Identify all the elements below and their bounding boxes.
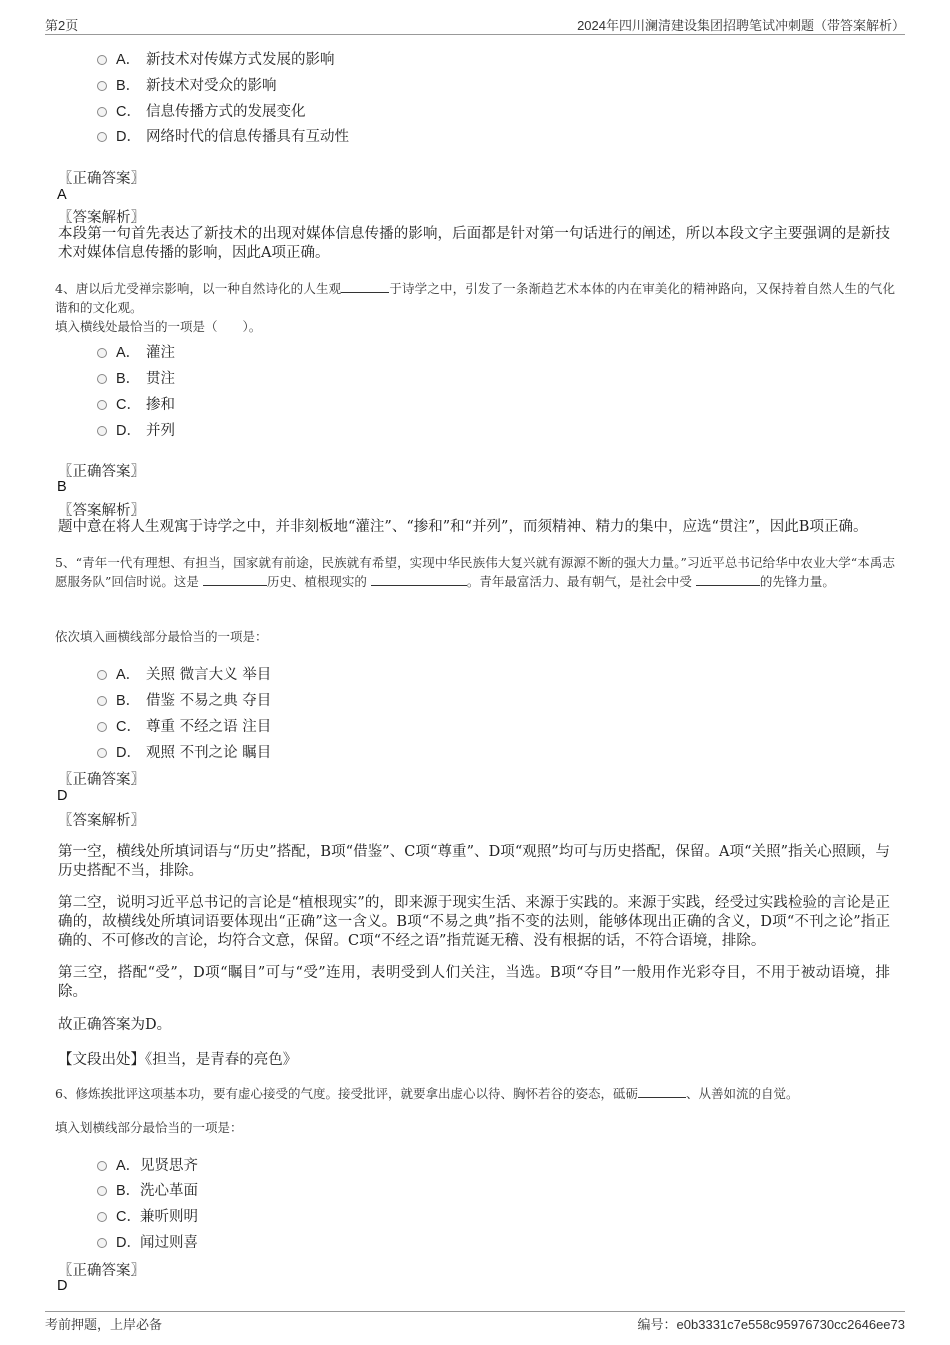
q5-analysis-3: 第三空，搭配“受”，D项“瞩目”可与“受”连用，表明受到人们关注，当选。B项“夺目”一般用作光彩夺目，不用于被动语境，排除。 bbox=[58, 965, 890, 1000]
q3-answer: A bbox=[57, 187, 67, 203]
blank-line bbox=[696, 573, 760, 586]
q6-answer: D bbox=[57, 1278, 68, 1294]
blank-line bbox=[371, 573, 467, 586]
header-divider bbox=[45, 34, 905, 35]
q5-option-a[interactable]: A． 关照 微言大义 举目 bbox=[97, 663, 271, 684]
radio-icon[interactable] bbox=[97, 1212, 107, 1222]
q4-prompt: 填入横线处最恰当的一项是（ ）。 bbox=[55, 319, 262, 334]
document-title: 2024年四川澜清建设集团招聘笔试冲刺题（带答案解析） bbox=[577, 18, 905, 33]
q4-option-c[interactable]: C． 掺和 bbox=[97, 393, 175, 414]
q4-option-d[interactable]: D． 并列 bbox=[97, 419, 175, 440]
q4-answer-label: 〖正确答案〗 bbox=[58, 464, 145, 480]
q5-answer: D bbox=[57, 788, 68, 804]
radio-icon[interactable] bbox=[97, 55, 107, 65]
q4-answer: B bbox=[57, 479, 67, 495]
footer-slogan: 考前押题，上岸必备 bbox=[45, 1317, 163, 1332]
q5-analysis-label: 〖答案解析〗 bbox=[58, 813, 145, 829]
q3-analysis: 本段第一句首先表达了新技术的出现对媒体信息传播的影响，后面都是针对第一句话进行的阐述，所以本段文字主要强调的是新技术对媒体信息传播的影响，因此A项正确。 bbox=[58, 226, 890, 261]
footer-code: 编号：e0b3331c7e558c95976730cc2646ee73 bbox=[637, 1317, 905, 1332]
radio-icon[interactable] bbox=[97, 748, 107, 758]
q5-stem: 5、“青年一代有理想、有担当，国家就有前途，民族就有希望，实现中华民族伟大复兴就有源源不断的强大力量。”习近平总书记给华中农业大学“本禹志愿服务队”回信时说。这是 历史、植根现实的 。青年最富活力、最有朝气，是社会中受 的先锋力量。 bbox=[55, 555, 895, 589]
radio-icon[interactable] bbox=[97, 696, 107, 706]
blank-line bbox=[341, 280, 389, 293]
radio-icon[interactable] bbox=[97, 107, 107, 117]
q6-option-b[interactable]: B．洗心革面 bbox=[97, 1179, 198, 1200]
q3-option-b[interactable]: B． 新技术对受众的影响 bbox=[97, 74, 277, 95]
q6-prompt: 填入划横线部分最恰当的一项是： bbox=[55, 1120, 243, 1135]
page-number: 第2页 bbox=[45, 18, 79, 33]
q4-option-a[interactable]: A． 灌注 bbox=[97, 341, 175, 362]
q3-option-c[interactable]: C． 信息传播方式的发展变化 bbox=[97, 100, 306, 121]
q5-answer-label: 〖正确答案〗 bbox=[58, 772, 145, 788]
radio-icon[interactable] bbox=[97, 670, 107, 680]
radio-icon[interactable] bbox=[97, 1161, 107, 1171]
q3-answer-label: 〖正确答案〗 bbox=[58, 171, 145, 187]
q4-analysis-label: 〖答案解析〗 bbox=[58, 503, 145, 519]
q3-option-a[interactable]: A． 新技术对传媒方式发展的影响 bbox=[97, 48, 335, 69]
radio-icon[interactable] bbox=[97, 722, 107, 732]
q6-option-d[interactable]: D．闻过则喜 bbox=[97, 1231, 198, 1252]
q5-option-b[interactable]: B． 借鉴 不易之典 夺目 bbox=[97, 689, 271, 710]
q4-option-b[interactable]: B． 贯注 bbox=[97, 367, 175, 388]
radio-icon[interactable] bbox=[97, 400, 107, 410]
blank-line bbox=[638, 1085, 686, 1098]
q6-option-c[interactable]: C．兼听则明 bbox=[97, 1205, 198, 1226]
q3-option-d[interactable]: D． 网络时代的信息传播具有互动性 bbox=[97, 125, 349, 146]
footer-divider bbox=[45, 1311, 905, 1312]
q5-option-c[interactable]: C． 尊重 不经之语 注目 bbox=[97, 715, 271, 736]
blank-line bbox=[203, 573, 267, 586]
q5-analysis-1: 第一空，横线处所填词语与“历史”搭配，B项“借鉴”、C项“尊重”、D项“观照”均可与历史搭配，保留。A项“关照”指关心照顾，与历史搭配不当，排除。 bbox=[58, 844, 890, 879]
radio-icon[interactable] bbox=[97, 426, 107, 436]
radio-icon[interactable] bbox=[97, 1186, 107, 1196]
radio-icon[interactable] bbox=[97, 348, 107, 358]
q6-option-a[interactable]: A．见贤思齐 bbox=[97, 1154, 198, 1175]
q5-analysis-2: 第二空，说明习近平总书记的言论是“植根现实”的，即来源于现实生活、来源于实践的。来源于实践，经受过实践检验的言论是正确的，故横线处所填词语要体现出“正确”这一含义。B项“不易之典”指不变的法则，能够体现出正确的含义，D项“不刊之论”指正确的、不可修改的言论，均符合文意，保留。C项“不经之语”指荒诞无稽、没有根据的话，不符合语境，排除。 bbox=[58, 895, 890, 949]
q5-conclusion: 故正确答案为D。 bbox=[58, 1017, 172, 1033]
q5-option-d[interactable]: D． 观照 不刊之论 瞩目 bbox=[97, 741, 271, 762]
radio-icon[interactable] bbox=[97, 132, 107, 142]
radio-icon[interactable] bbox=[97, 81, 107, 91]
q5-prompt: 依次填入画横线部分最恰当的一项是： bbox=[55, 629, 268, 644]
q5-source: 【文段出处】《担当，是青春的亮色》 bbox=[58, 1052, 298, 1068]
q4-stem: 4、唐以后尤受禅宗影响，以一种自然诗化的人生观 于诗学之中，引发了一条渐趋艺术本体的内在审美化的精神路向，又保持着自然人生的气化谐和的文化观。 bbox=[55, 281, 895, 315]
q6-stem: 6、修炼挨批评这项基本功，要有虚心接受的气度。接受批评，就要拿出虚心以待、胸怀若谷的姿态，砥砺 、从善如流的自觉。 bbox=[55, 1086, 799, 1101]
q6-answer-label: 〖正确答案〗 bbox=[58, 1263, 145, 1279]
q4-analysis: 题中意在将人生观寓于诗学之中，并非刻板地“灌注”、“掺和”和“并列”，而须精神、精力的集中，应选“贯注”，因此B项正确。 bbox=[58, 519, 868, 535]
q3-analysis-label: 〖答案解析〗 bbox=[58, 210, 145, 226]
radio-icon[interactable] bbox=[97, 1238, 107, 1248]
radio-icon[interactable] bbox=[97, 374, 107, 384]
